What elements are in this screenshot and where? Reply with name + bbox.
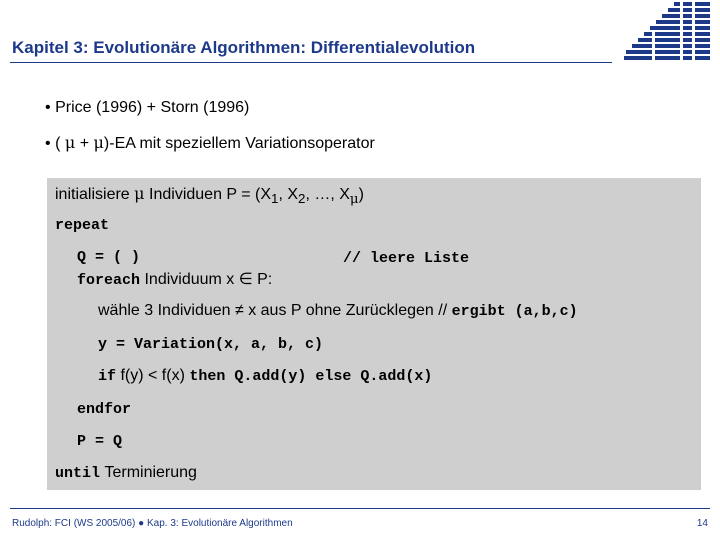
code-endfor: endfor bbox=[77, 401, 132, 418]
subscript: 2 bbox=[298, 191, 306, 207]
code-text: then Q.add(y) else Q.add(x) bbox=[189, 368, 433, 385]
code-keyword: if bbox=[98, 368, 117, 385]
code-keyword: foreach bbox=[77, 272, 141, 289]
code-variation: y = Variation(x, a, b, c) bbox=[98, 336, 324, 353]
page-number: 14 bbox=[696, 518, 708, 529]
code-text: , …, bbox=[305, 186, 340, 203]
bullet-text: )-EA mit speziellem Variationsoperator bbox=[103, 135, 375, 152]
code-text: wähle 3 Individuen ≠ x aus P ohne Zurücklegen // bbox=[98, 302, 448, 319]
subscript: μ bbox=[349, 192, 359, 208]
footer-chapter: Kap. 3: Evolutionäre Algorithmen bbox=[147, 518, 293, 529]
footer-left bbox=[12, 518, 293, 529]
code-q-assign: Q = ( ) bbox=[77, 249, 141, 266]
code-comment: // leere Liste bbox=[343, 250, 470, 267]
code-p-assign: P = Q bbox=[77, 433, 123, 450]
var-x: X bbox=[339, 186, 350, 203]
footer-course: Rudolph: FCI (WS 2005/06) bbox=[12, 518, 136, 529]
code-line-initialize bbox=[55, 184, 364, 207]
footer-separator: ● bbox=[138, 518, 145, 529]
bullet-text: Price (1996) + Storn (1996) bbox=[55, 99, 250, 116]
code-text: Individuum x ∈ P: bbox=[144, 271, 273, 288]
footer-divider bbox=[10, 508, 710, 509]
var-x: X bbox=[260, 186, 272, 203]
mu-symbol: μ bbox=[134, 184, 145, 203]
code-text: Individuen P = ( bbox=[149, 186, 261, 203]
code-keyword: until bbox=[55, 465, 101, 482]
bullet-item-2 bbox=[45, 133, 375, 153]
code-line-until bbox=[55, 464, 197, 482]
paren-open: ( bbox=[55, 135, 61, 152]
page-title: Kapitel 3: Evolutionäre Algorithmen: Differentialevolution bbox=[12, 38, 476, 57]
pseudocode-box bbox=[47, 178, 701, 490]
code-repeat: repeat bbox=[55, 217, 110, 234]
code-text: , bbox=[278, 186, 288, 203]
university-logo-icon bbox=[622, 0, 718, 66]
code-line-if bbox=[98, 367, 432, 385]
code-line-foreach bbox=[77, 269, 272, 289]
code-text: ) bbox=[358, 186, 364, 203]
plus-sign: + bbox=[79, 135, 90, 152]
mu-symbol: μ bbox=[93, 133, 104, 152]
mu-symbol: μ bbox=[64, 133, 76, 152]
subscript: 1 bbox=[271, 191, 279, 207]
code-text: Terminierung bbox=[104, 464, 197, 481]
code-text: initialisiere bbox=[55, 186, 130, 203]
bullet-marker: • bbox=[45, 99, 51, 116]
var-x: X bbox=[287, 186, 299, 203]
bullet-item-1 bbox=[45, 99, 249, 117]
code-text: f(y) < f(x) bbox=[120, 367, 185, 384]
code-line-choose bbox=[98, 302, 578, 320]
code-comment: ergibt (a,b,c) bbox=[451, 303, 578, 320]
title-divider bbox=[10, 62, 612, 63]
bullet-marker: • bbox=[45, 135, 51, 152]
